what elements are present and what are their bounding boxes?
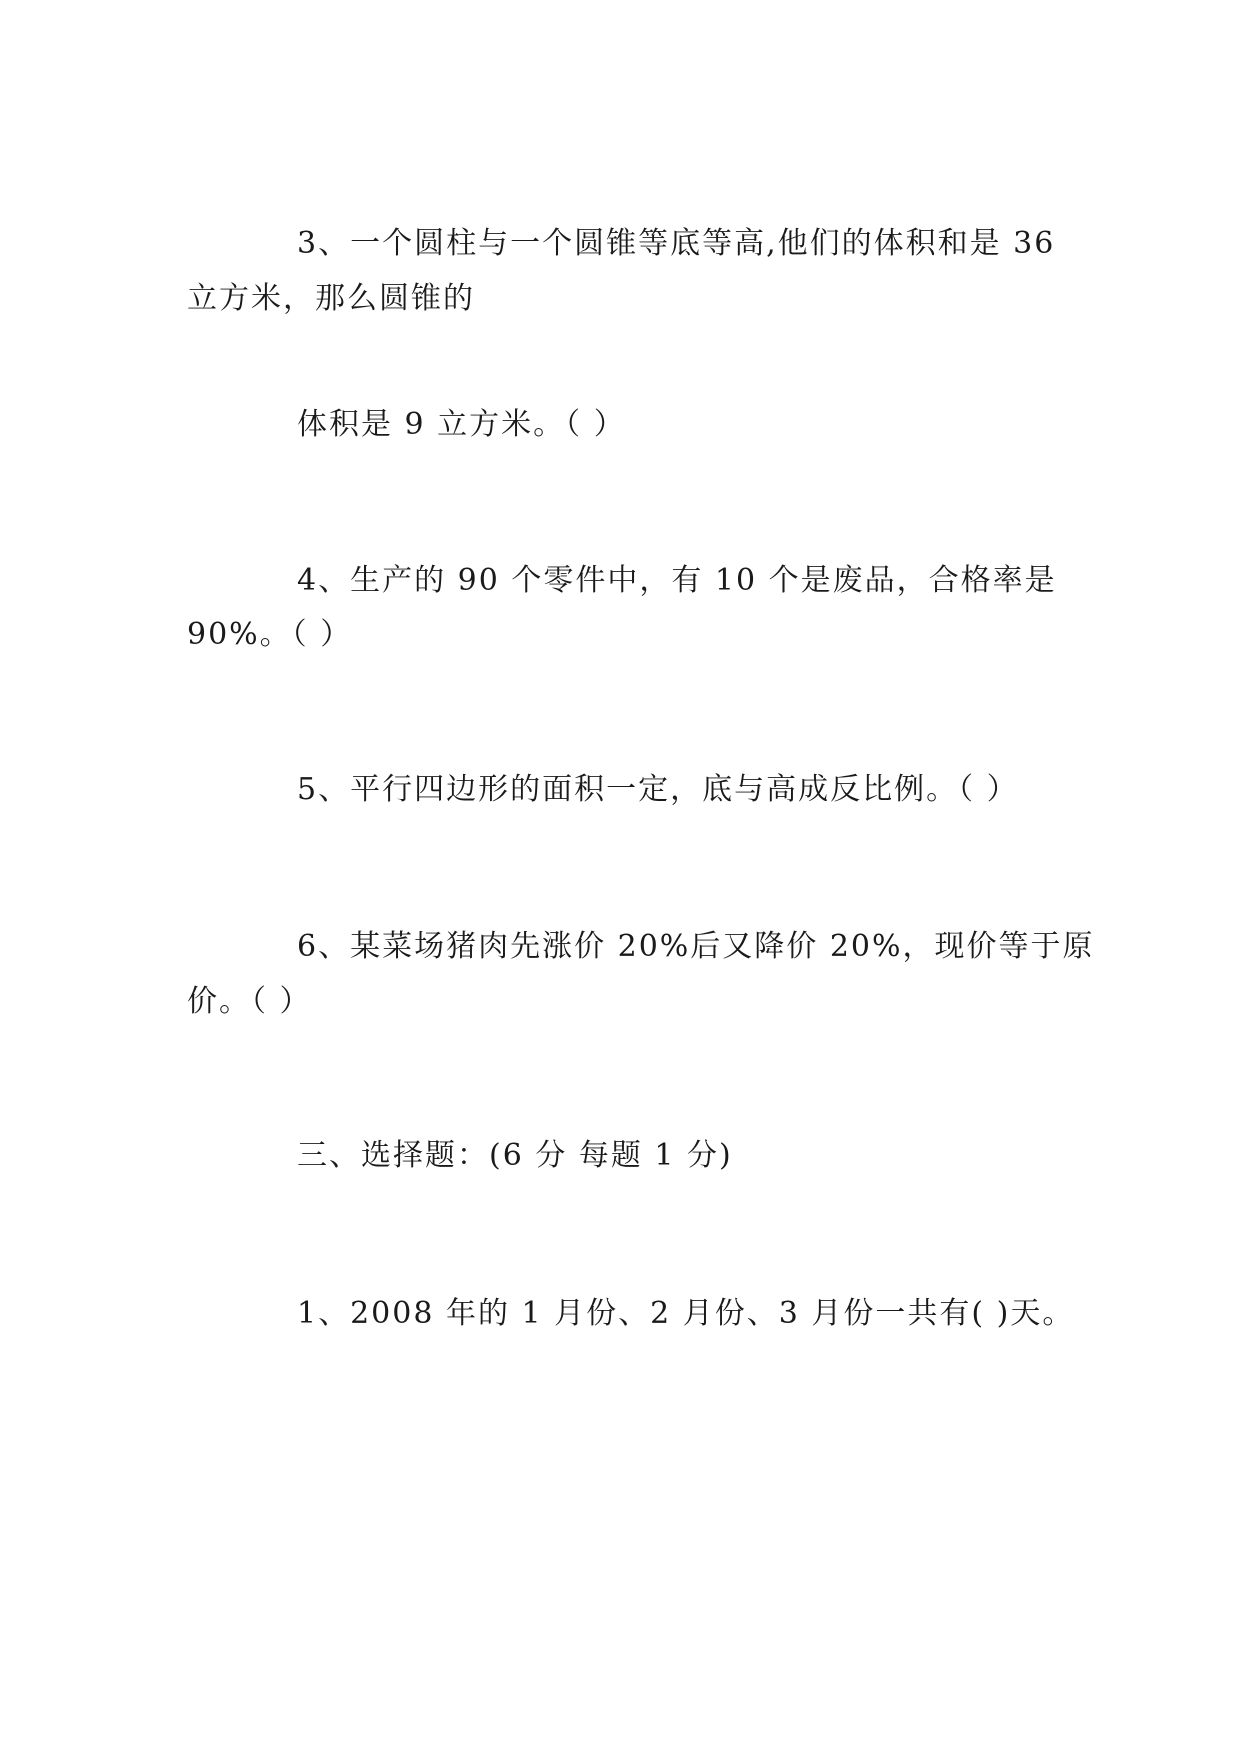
question-6-line-1: 6、某菜场猪肉先涨价 20%后又降价 20%，现价等于原 xyxy=(297,929,1095,964)
section-3-heading: 三、选择题：(6 分 每题 1 分) xyxy=(297,1138,733,1173)
choice-question-1: 1、2008 年的 1 月份、2 月份、3 月份一共有( )天。 xyxy=(297,1296,1075,1331)
question-4-line-1: 4、生产的 90 个零件中，有 10 个是废品，合格率是 xyxy=(297,563,1057,598)
question-3-line-1: 3、一个圆柱与一个圆锥等底等高,他们的体积和是 36 xyxy=(297,226,1056,261)
question-6-line-2: 价。（ ） xyxy=(187,984,312,1019)
question-5-line-1: 5、平行四边形的面积一定，底与高成反比例。（ ） xyxy=(297,772,1019,807)
question-4-line-2: 90%。（ ） xyxy=(187,617,353,652)
question-3-line-3: 体积是 9 立方米。（ ） xyxy=(297,407,626,442)
question-3-line-2: 立方米，那么圆锥的 xyxy=(187,281,475,316)
